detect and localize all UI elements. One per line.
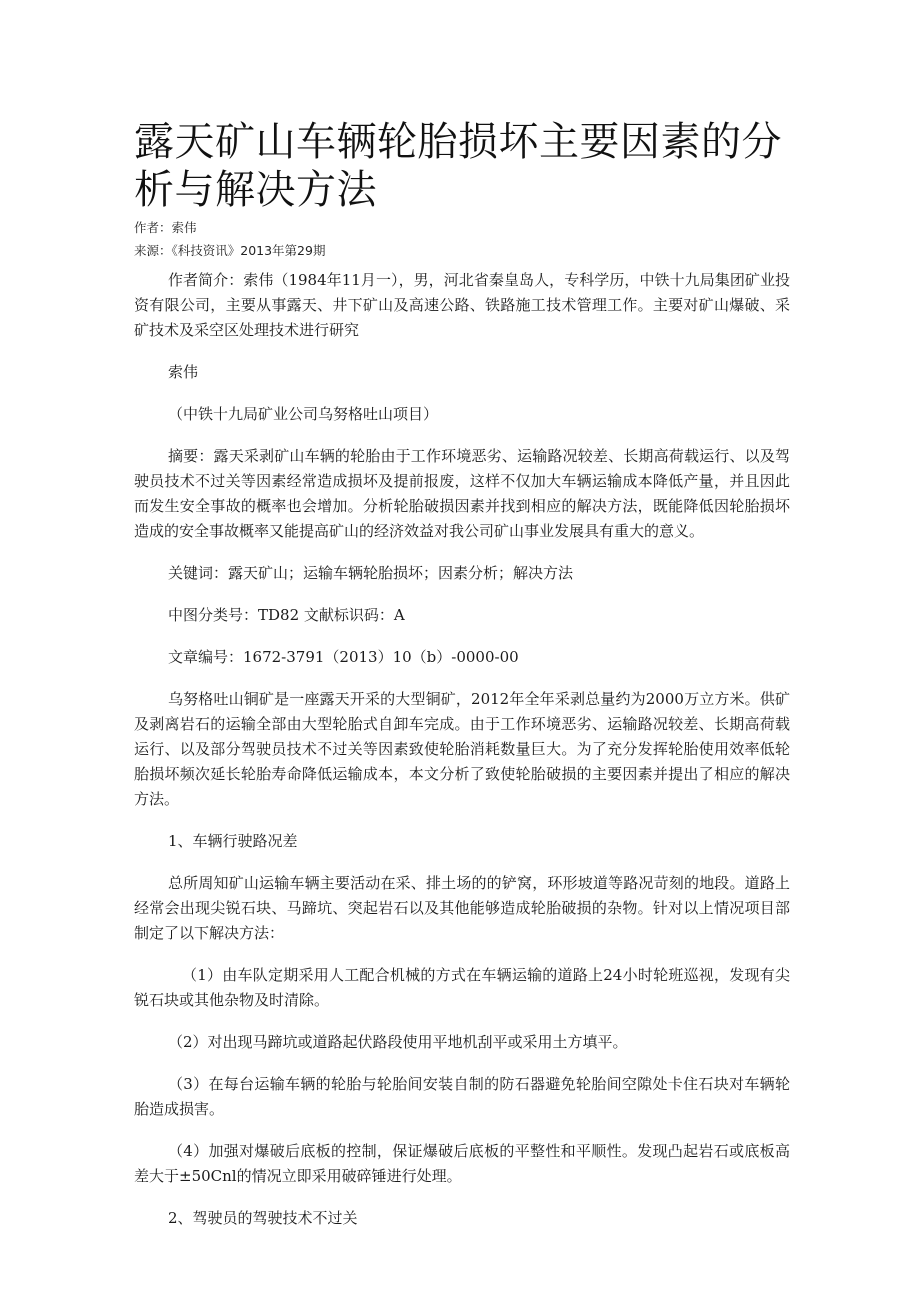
classification-line: 中图分类号：TD82 文献标识码：A	[168, 606, 405, 624]
author-name-line: 索伟	[168, 363, 199, 381]
abstract-paragraph: 摘要：露天采剥矿山车辆的轮胎由于工作环境恶劣、运输路况较差、长期高荷载运行、以及驾驶员技术不过关等因素经常造成损坏及提前报废，这样不仅加大车辆运输成本降低产量，并且因此而发生安全事故的概率也会增加。分析轮胎破损因素并找到相应的解决方法，既能降低因轮胎损坏造成的安全事故概率又能提高矿山的经济效益对我公司矿山事业发展具有重大的意义。	[134, 447, 790, 540]
author-affiliation-line: （中铁十九局矿业公司乌努格吐山项目）	[168, 405, 439, 423]
article-source: 来源：《科技资讯》2013年第29期	[134, 243, 326, 258]
author-bio-paragraph: 作者简介：索伟（1984年11月一），男，河北省秦皇岛人，专科学历，中铁十九局集团矿业投资有限公司，主要从事露天、井下矿山及高速公路、铁路施工技术管理工作。主要对矿山爆破、采矿技术及采空区处理技术进行研究	[134, 271, 790, 339]
intro-paragraph: 乌努格吐山铜矿是一座露天开采的大型铜矿，2012年全年采剥总量约为2000万立方米。供矿及剥离岩石的运输全部由大型轮胎式自卸车完成。由于工作环境恶劣、运输路况较差、长期高荷载运行、以及部分驾驶员技术不过关等因素致使轮胎消耗数量巨大。为了充分发挥轮胎使用效率低轮胎损坏频次延长轮胎寿命降低运输成本，本文分析了致使轮胎破损的主要因素并提出了相应的解决方法。	[134, 690, 790, 808]
list-item: （2）对出现马蹄坑或道路起伏路段使用平地机刮平或采用土方填平。	[168, 1033, 628, 1051]
article-author: 作者：索伟	[134, 220, 197, 235]
list-item: （1）由车队定期采用人工配合机械的方式在车辆运输的道路上24小时轮班巡视，发现有尖锐石块或其他杂物及时清除。	[134, 966, 790, 1009]
list-item: （3）在每台运输车辆的轮胎与轮胎间安装自制的防石器避免轮胎间空隙处卡住石块对车辆轮胎造成损害。	[134, 1075, 790, 1118]
article-body	[134, 268, 790, 1231]
section-paragraph: 总所周知矿山运输车辆主要活动在采、排土场的的铲窝，环形坡道等路况苛刻的地段。道路上经常会出现尖锐石块、马蹄坑、突起岩石以及其他能够造成轮胎破损的杂物。针对以上情况项目部制定了以下解决方法：	[134, 874, 790, 942]
keywords-line: 关键词：露天矿山；运输车辆轮胎损坏；因素分析；解决方法	[168, 564, 574, 582]
section-heading: 1、车辆行驶路况差	[168, 832, 298, 850]
list-item: （4）加强对爆破后底板的控制，保证爆破后底板的平整性和平顺性。发现凸起岩石或底板高差大于±50Cnl的情况立即采用破碎锤进行处理。	[134, 1142, 790, 1185]
article-number-line: 文章编号：1672-3791（2013）10（b）-0000-00	[168, 648, 519, 666]
section-heading: 2、驾驶员的驾驶技术不过关	[168, 1209, 358, 1227]
article-title: 露天矿山车辆轮胎损坏主要因素的分析与解决方法	[134, 119, 782, 213]
